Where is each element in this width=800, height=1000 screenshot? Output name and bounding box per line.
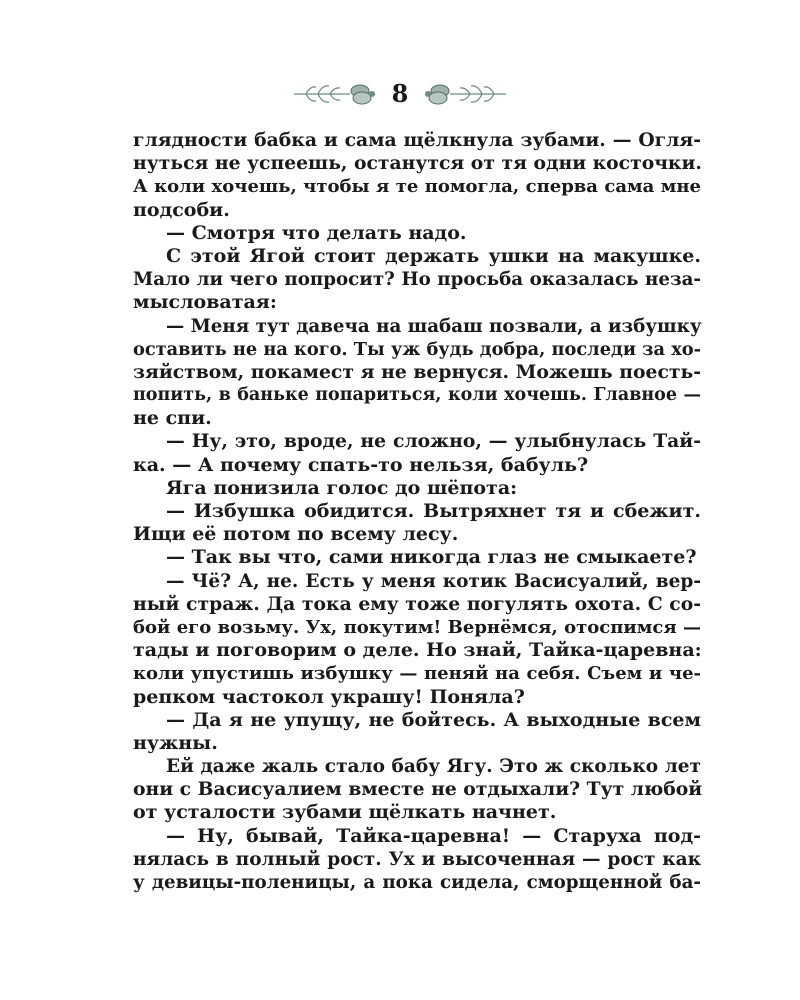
text-line: зяйством, покамест я не вернуся. Можешь поесть- <box>133 360 701 383</box>
text-line: нялась в полный рост. Ух и высоченная — рост как <box>133 848 701 870</box>
text-line: попить, в баньке попариться, коли хочешь. Главное — <box>133 385 701 406</box>
page-header <box>0 72 800 116</box>
text-line: коли упустишь избушку — пеняй на себя. Съем и че- <box>133 663 701 685</box>
text-line: нужны. <box>133 731 218 754</box>
text-line: нуться не успеешь, останутся от тя одни косточки. <box>133 152 702 175</box>
text-line: бой его возьму. Ух, покутим! Вернёмся, отоспимся — <box>133 616 701 638</box>
text-line: от усталости зубами щёлкать начнет. <box>133 801 557 824</box>
laurel-branch-icon <box>292 78 380 110</box>
text-line: — Так вы что, сами никогда глаз не смыкаете? <box>166 546 697 569</box>
text-line: А коли хочешь, чтобы я те помогла, сперва сама мне <box>133 176 701 198</box>
text-line: репком частокол украшу! Поняла? <box>133 685 525 708</box>
text-line: Мало ли чего попросит? Но просьба оказалась неза- <box>133 269 701 291</box>
text-line: — Да я не упущу, не бойтесь. А выходные всем <box>166 708 701 731</box>
text-line: тады и поговорим о деле. Но знай, Тайка-царевна: <box>133 639 702 662</box>
text-line: оставить не на кого. Ты уж будь добра, последи за хо- <box>133 338 701 360</box>
text-line: — Избушка обидится. Вытряхнет тя и сбежит. <box>166 500 701 522</box>
text-line: у девицы-поленицы, а пока сидела, сморщенной ба- <box>133 872 701 893</box>
text-line: глядности бабка и сама щёлкнула зубами. — Огля- <box>133 129 701 151</box>
page-number: 8 <box>391 79 409 108</box>
text-line: С этой Ягой стоит держать ушки на макушке. <box>166 244 701 267</box>
body-text <box>133 129 701 894</box>
text-line: — Ну, это, вроде, не сложно, — улыбнулась Тай- <box>166 430 701 453</box>
text-line: они с Васисуалием вместе не отдыхали? Тут любой <box>133 778 703 801</box>
text-line: подсоби. <box>133 198 230 221</box>
text-line: мысловатая: <box>133 291 277 314</box>
text-line: Ищи её потом по всему лесу. <box>133 523 459 546</box>
text-line: не спи. <box>133 407 212 430</box>
text-line: — Чё? А, не. Есть у меня котик Васисуалий, вер- <box>166 570 701 592</box>
text-line: ка. — А почему спать-то нельзя, бабуль? <box>133 453 589 476</box>
text-line: — Ну, бывай, Тайка-царевна! — Старуха под- <box>166 824 701 847</box>
text-line: Яга понизила голос до шёпота: <box>166 476 518 499</box>
text-line: — Меня тут давеча на шабаш позвали, а избушку <box>166 315 702 337</box>
text-line: — Смотря что делать надо. <box>166 221 467 244</box>
text-line: Ей даже жаль стало бабу Ягу. Это ж сколько лет <box>166 756 701 778</box>
laurel-branch-icon <box>420 78 508 110</box>
text-line: ный страж. Да тока ему тоже погулять охота. С со- <box>133 592 701 615</box>
